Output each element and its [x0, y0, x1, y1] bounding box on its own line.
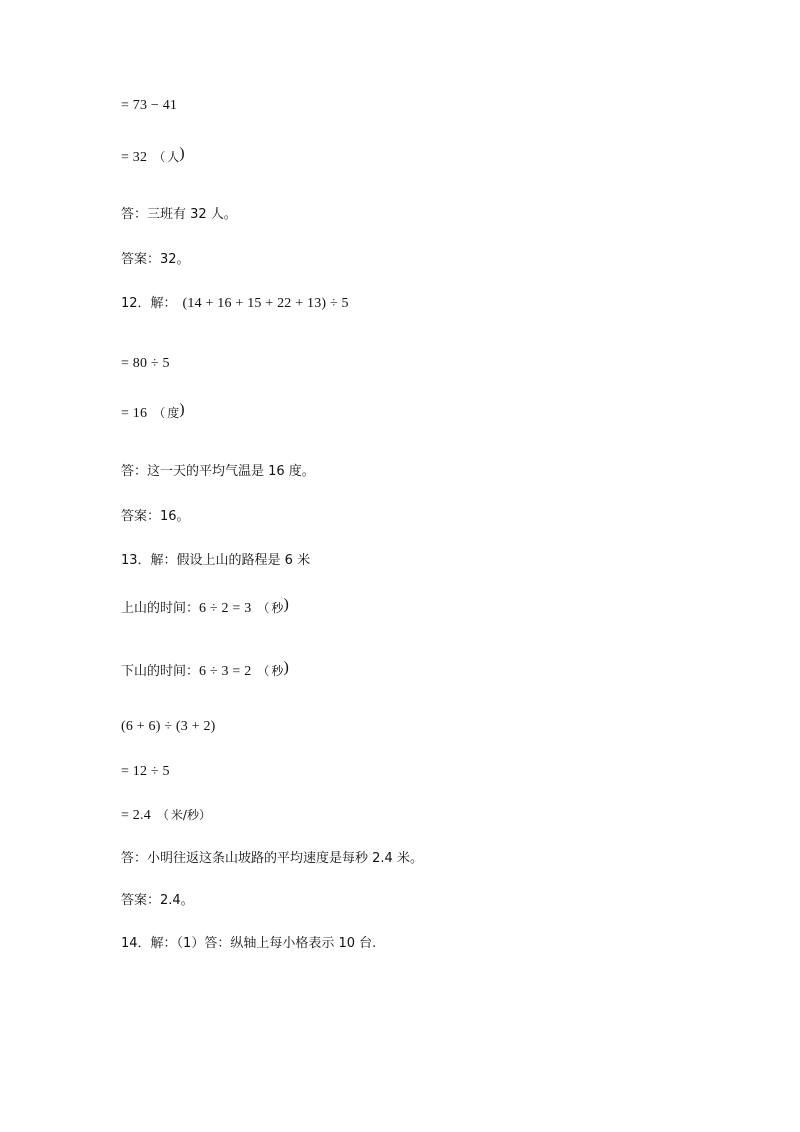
unit-label: （ 秒) [257, 596, 289, 615]
equation-line [121, 401, 185, 423]
math-expression: = 80 ÷ 5 [121, 356, 170, 371]
line-label: 上山的时间： [121, 601, 200, 616]
answer-statement [121, 462, 315, 481]
answer-key [121, 507, 190, 526]
problem-label: 14．解：（1）答：纵轴上每小格表示 10 台. [121, 936, 377, 951]
math-expression: 6 ÷ 3 = 2 [199, 664, 252, 679]
math-expression: 6 ÷ 2 = 3 [199, 601, 252, 616]
unit-label: （ 人) [153, 145, 185, 164]
problem-12-heading [121, 294, 349, 313]
math-expression: = 73 − 41 [121, 98, 178, 113]
answer-text: 答：三班有 32 人。 [121, 207, 237, 222]
equation-line [121, 96, 177, 115]
answer-key-text: 答案：32。 [121, 252, 190, 267]
math-expression: (6 + 6) ÷ (3 + 2) [121, 719, 216, 734]
math-expression: = 2.4 [121, 808, 151, 823]
answer-key [121, 891, 194, 910]
line-label: 下山的时间： [121, 664, 200, 679]
unit-label: （ 米/秒） [156, 808, 211, 822]
answer-statement [121, 205, 237, 224]
equation-line [121, 145, 185, 167]
math-expression: (14 + 16 + 15 + 22 + 13) ÷ 5 [182, 296, 349, 311]
problem-label: 13．解：假设上山的路程是 6 米 [121, 553, 311, 568]
downhill-time-line [121, 659, 289, 681]
problem-14-heading [121, 934, 376, 953]
answer-key [121, 250, 190, 269]
math-expression: = 16 [121, 406, 148, 421]
answer-text: 答：这一天的平均气温是 16 度。 [121, 464, 315, 479]
answer-text: 答：小明往返这条山坡路的平均速度是每秒 2.4 米。 [121, 851, 423, 866]
answer-key-text: 答案：16。 [121, 509, 190, 524]
math-expression: = 12 ÷ 5 [121, 764, 170, 779]
problem-label: 12．解： [121, 296, 177, 311]
math-expression: = 32 [121, 150, 148, 165]
problem-13-heading [121, 551, 310, 570]
answer-key-text: 答案：2.4。 [121, 893, 194, 908]
equation-line [121, 717, 216, 736]
uphill-time-line [121, 596, 289, 618]
equation-line [121, 806, 211, 825]
equation-line [121, 354, 170, 373]
unit-label: （ 秒) [257, 659, 289, 678]
answer-statement [121, 849, 423, 868]
equation-line [121, 762, 170, 781]
unit-label: （ 度) [153, 401, 185, 420]
